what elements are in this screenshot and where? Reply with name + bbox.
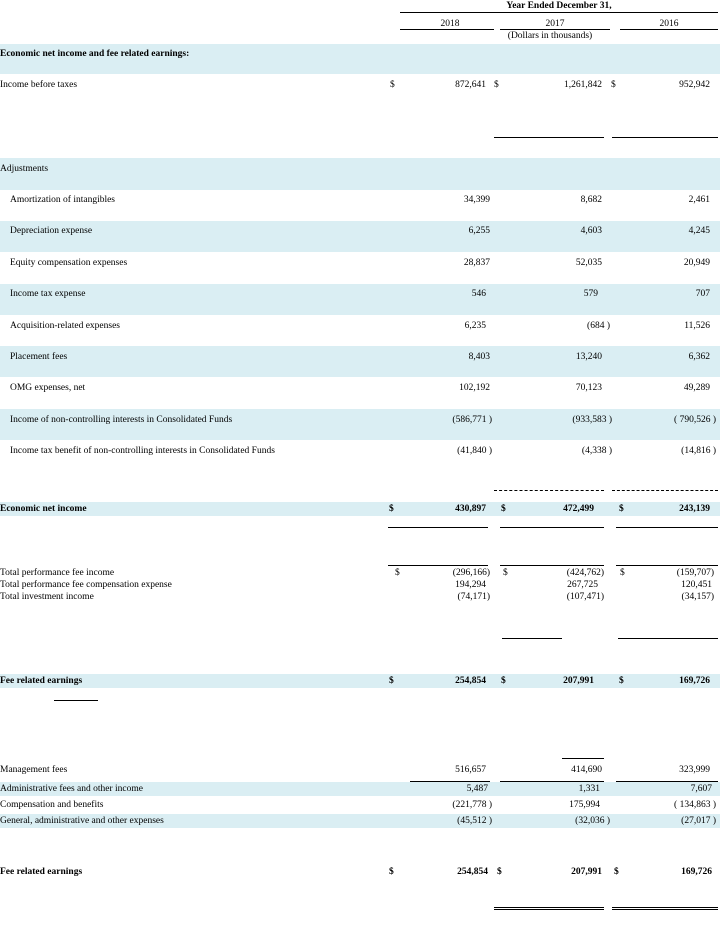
cell-2017: (933,583 )	[572, 415, 612, 425]
block-rule	[616, 565, 718, 566]
cell-2016: 20,949	[683, 258, 710, 268]
cell-2017: 8,682	[580, 195, 602, 205]
row-label: Equity compensation expenses	[10, 258, 128, 268]
cell-2018: 5,487	[466, 784, 488, 794]
cell-2016: ( 790,526 )	[674, 415, 716, 425]
row-label: Management fees	[0, 765, 68, 775]
row-band	[0, 284, 720, 315]
cell-2016: 169,726	[681, 867, 712, 877]
col-rule-2016	[620, 29, 718, 30]
cell-2017: 175,994	[569, 800, 600, 810]
units-note: (Dollars in thousands)	[507, 31, 593, 41]
cell-2018: 516,657	[455, 765, 486, 775]
cell-2016: 952,942	[679, 80, 710, 90]
cell-2016: 2,461	[688, 195, 710, 205]
row-label: Administrative fees and other income	[0, 784, 143, 794]
cell-2017: (4,338 )	[581, 446, 612, 456]
cell-2016: 323,999	[679, 765, 710, 775]
currency-symbol: $	[620, 568, 625, 578]
cell-2016: (34,157)	[681, 592, 714, 602]
currency-symbol: $	[395, 568, 400, 578]
period-title: Year Ended December 31,	[506, 1, 612, 11]
cell-2018: (296,166)	[452, 568, 490, 578]
cell-2018: 6,255	[468, 226, 490, 236]
cell-2017: 13,240	[575, 352, 602, 362]
subtotal-rule	[618, 638, 718, 639]
cell-2017: 207,991	[563, 676, 594, 686]
col-rule-2018	[400, 29, 494, 30]
subtotal-rule	[612, 490, 718, 491]
block-rule	[410, 781, 490, 782]
cell-2017: 1,331	[578, 784, 600, 794]
double-rule	[612, 907, 718, 910]
col-header-2018: 2018	[440, 19, 460, 29]
currency-symbol: $	[497, 867, 502, 877]
cell-2016: 49,289	[683, 383, 710, 393]
row-band	[0, 502, 720, 516]
cell-2018: 28,837	[463, 258, 490, 268]
cell-2018: (41,840 )	[457, 446, 492, 456]
section-band	[0, 158, 720, 190]
row-label: Income before taxes	[0, 80, 78, 90]
total-rule	[500, 527, 604, 528]
row-label: Fee related earnings	[0, 676, 83, 686]
cell-2018: (586,771 )	[452, 415, 492, 425]
cell-2016: (14,816 )	[681, 446, 716, 456]
currency-symbol: $	[389, 676, 394, 686]
cell-2018: 34,399	[463, 195, 490, 205]
total-rule	[388, 527, 488, 528]
cell-2018: 8,403	[468, 352, 490, 362]
cell-2017: 579	[583, 289, 598, 299]
col-header-2016: 2016	[659, 19, 679, 29]
cell-2016: ( 134,863 )	[674, 800, 716, 810]
row-label: Compensation and benefits	[0, 800, 104, 810]
cell-2016: 6,362	[688, 352, 710, 362]
cell-2017: 70,123	[575, 383, 602, 393]
cell-2017: 207,991	[571, 867, 602, 877]
row-band	[0, 346, 720, 377]
cell-2018: 254,854	[457, 867, 488, 877]
cell-2016: (27,017 )	[681, 816, 716, 826]
subtotal-rule	[494, 490, 604, 491]
cell-2016: 7,607	[690, 784, 712, 794]
currency-symbol: $	[614, 867, 619, 877]
cell-2016: 11,526	[684, 321, 710, 331]
row-label: Total investment income	[0, 592, 94, 602]
row-band	[0, 221, 720, 252]
cell-2016: 243,139	[679, 504, 710, 514]
total-rule	[612, 137, 718, 138]
total-rule	[494, 137, 604, 138]
row-label: Total performance fee income	[0, 568, 115, 578]
block-rule	[500, 781, 604, 782]
currency-symbol: $	[501, 676, 506, 686]
cell-2017: 472,499	[563, 504, 594, 514]
cell-2018: 102,192	[459, 383, 490, 393]
short-rule	[54, 700, 98, 701]
cell-2018: (221,778 )	[452, 800, 492, 810]
col-header-2017: 2017	[545, 19, 565, 29]
row-label: Economic net income	[0, 504, 87, 514]
currency-symbol: $	[494, 80, 499, 90]
row-band	[0, 674, 720, 688]
cell-2017: (107,471)	[566, 592, 604, 602]
row-label: Acquisition-related expenses	[10, 321, 121, 331]
row-label: OMG expenses, net	[10, 383, 86, 393]
cell-2017: 267,725	[567, 580, 598, 590]
cell-2018: (45,512 )	[457, 816, 492, 826]
currency-symbol: $	[503, 568, 508, 578]
cell-2017: 52,035	[575, 258, 602, 268]
cell-2018: 254,854	[455, 676, 486, 686]
row-label: Income tax expense	[10, 289, 86, 299]
subtotal-rule	[502, 638, 562, 639]
cell-2016: 4,245	[688, 226, 710, 236]
row-label: Amortization of intangibles	[10, 195, 116, 205]
cell-2018: 872,641	[455, 80, 486, 90]
cell-2018: (74,171)	[457, 592, 490, 602]
cell-2018: 194,294	[455, 580, 486, 590]
block-rule	[388, 565, 488, 566]
currency-symbol: $	[619, 676, 624, 686]
cell-2017: (32,036 )	[575, 816, 610, 826]
row-label: Fee related earnings	[0, 867, 83, 877]
cell-2016: 707	[695, 289, 710, 299]
currency-symbol: $	[389, 867, 394, 877]
total-rule	[616, 527, 718, 528]
block-rule	[500, 565, 604, 566]
row-label: Income tax benefit of non-controlling interests in Consolidated Funds	[10, 446, 275, 456]
cell-2017: (684 )	[587, 321, 610, 331]
cell-2016: (159,707)	[676, 568, 714, 578]
row-label: General, administrative and other expenses	[0, 816, 164, 826]
cell-2017: 414,690	[571, 765, 602, 775]
adjustments-title: Adjustments	[0, 164, 49, 174]
cell-2017: 1,261,842	[564, 80, 602, 90]
row-label: Depreciation expense	[10, 226, 93, 236]
currency-symbol: $	[390, 80, 395, 90]
section-title: Economic net income and fee related earnings:	[0, 49, 190, 59]
header-rule	[400, 12, 718, 13]
currency-symbol: $	[501, 504, 506, 514]
row-label: Income of non-controlling interests in Consolidated Funds	[10, 415, 233, 425]
cell-2016: 169,726	[679, 676, 710, 686]
currency-symbol: $	[389, 504, 394, 514]
currency-symbol: $	[619, 504, 624, 514]
block-rule	[562, 758, 604, 759]
cell-2017: (424,762)	[566, 568, 604, 578]
cell-2018: 6,235	[464, 321, 486, 331]
double-rule	[494, 907, 604, 910]
row-label: Placement fees	[10, 352, 68, 362]
cell-2018: 430,897	[455, 504, 486, 514]
cell-2018: 546	[471, 289, 486, 299]
cell-2016: 120,451	[681, 580, 712, 590]
cell-2017: 4,603	[580, 226, 602, 236]
currency-symbol: $	[611, 80, 616, 90]
block-rule	[616, 781, 718, 782]
row-label: Total performance fee compensation expense	[0, 580, 172, 590]
